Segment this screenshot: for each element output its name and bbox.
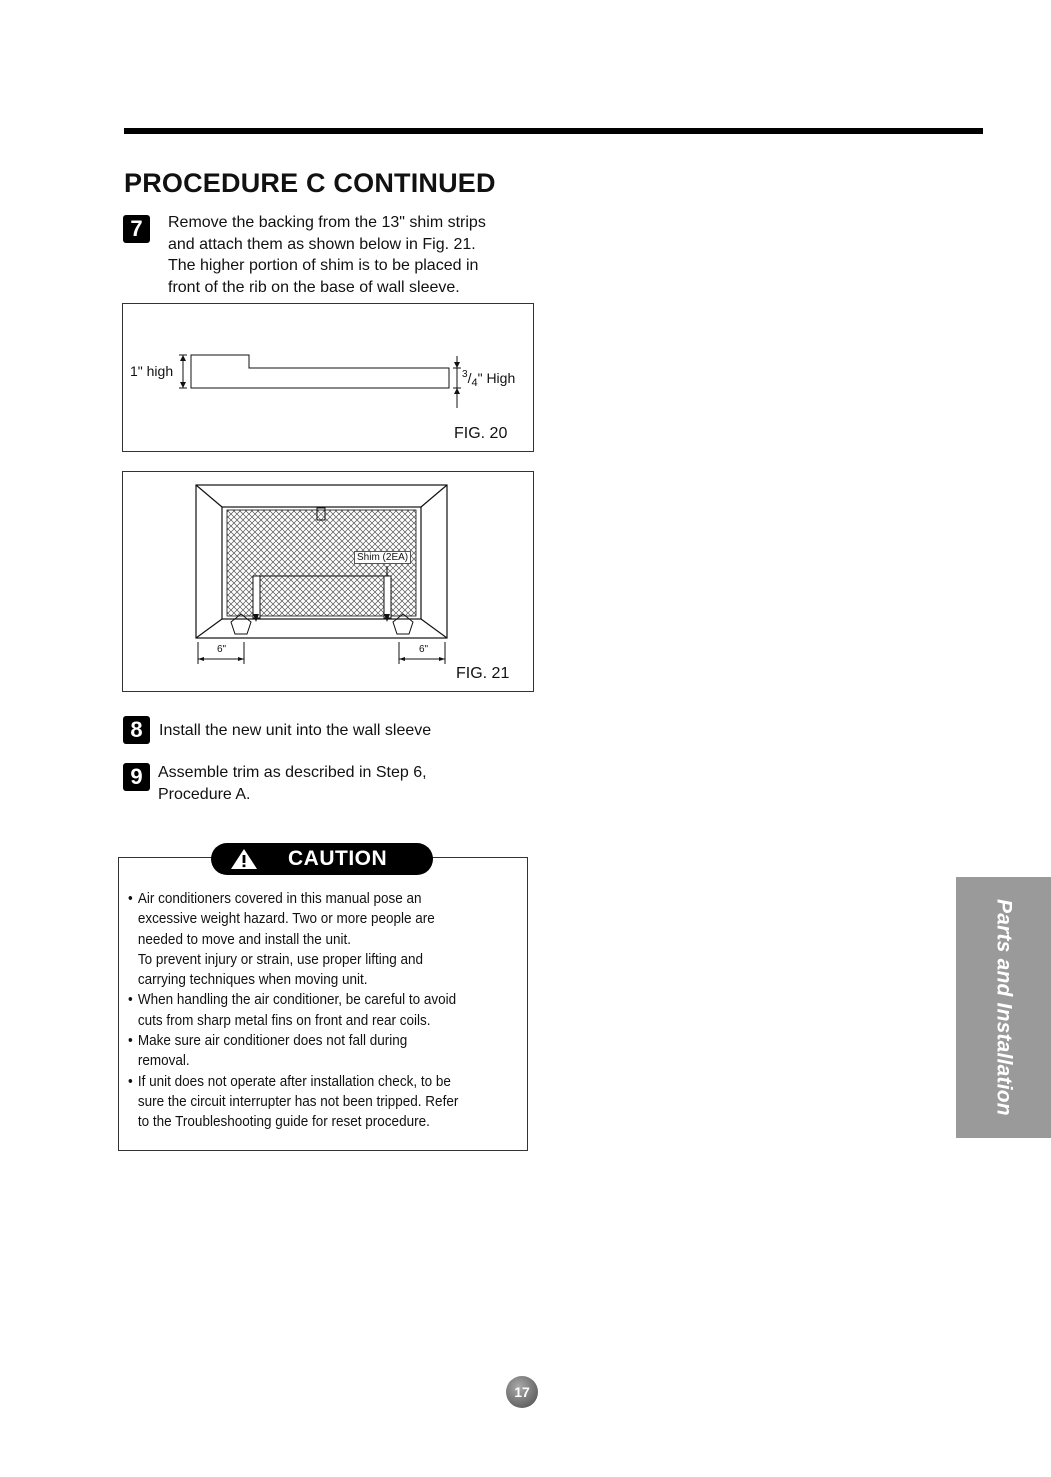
step-9-badge: 9 <box>123 763 150 791</box>
caution-line: excessive weight hazard. Two or more people are <box>137 910 435 928</box>
fraction-denominator: 4 <box>471 377 478 389</box>
top-rule <box>124 128 983 134</box>
left-height-label: 1" high <box>130 363 174 379</box>
caution-line: needed to move and install the unit. <box>137 930 352 948</box>
bullet: • <box>128 890 133 907</box>
step-7-badge: 7 <box>123 215 150 243</box>
caution-line: removal. <box>137 1052 190 1070</box>
warning-icon <box>230 848 258 870</box>
figure-20-caption: FIG. 20 <box>454 425 508 442</box>
wall-sleeve-diagram <box>123 472 533 691</box>
caution-line: When handling the air conditioner, be careful to avoid <box>137 991 457 1009</box>
caution-line: carrying techniques when moving unit. <box>137 971 368 989</box>
fraction-numerator: 3 <box>462 369 468 380</box>
figure-21-caption: FIG. 21 <box>456 665 510 682</box>
caution-line: If unit does not operate after installation check, to be <box>137 1072 451 1090</box>
caution-item <box>128 990 522 1031</box>
caution-item <box>128 1072 522 1133</box>
right-height-suffix: " High <box>477 370 516 386</box>
caution-line: to the Troubleshooting guide for reset procedure. <box>137 1113 430 1131</box>
bullet: • <box>128 1032 133 1050</box>
right-spacing-label: 6" <box>419 644 429 655</box>
step-7-line: and attach them as shown below in Fig. 21. <box>168 235 476 253</box>
step-8-text <box>159 720 431 742</box>
bullet: • <box>128 1072 133 1090</box>
caution-line: Air conditioners covered in this manual pose an <box>137 890 422 907</box>
step-7-line: The higher portion of shim is to be placed in <box>168 257 479 274</box>
caution-title: CAUTION <box>288 847 388 870</box>
caution-list <box>128 889 522 1133</box>
figure-20 <box>122 303 534 452</box>
step-9-line: Assemble trim as described in Step 6, <box>158 764 427 781</box>
step-8-badge: 8 <box>123 716 150 744</box>
step-9-line: Procedure A. <box>158 785 251 803</box>
step-9-text <box>158 762 427 805</box>
caution-line: sure the circuit interrupter has not been tripped. Refer <box>137 1092 459 1110</box>
caution-line: cuts from sharp metal fins on front and rear coils. <box>137 1011 431 1029</box>
section-side-tab-label: Parts and Installation <box>992 899 1016 1116</box>
caution-line: Make sure air conditioner does not fall during <box>137 1032 408 1050</box>
step-7-line: front of the rib on the base of wall sleeve. <box>168 278 460 296</box>
bullet: • <box>128 991 133 1009</box>
caution-line: To prevent injury or strain, use proper lifting and <box>137 950 424 968</box>
left-spacing-label: 6" <box>217 644 227 655</box>
step-8-line: Install the new unit into the wall sleeve <box>159 722 432 739</box>
figure-21 <box>122 471 534 692</box>
caution-item <box>128 889 522 990</box>
step-7-text <box>168 212 486 298</box>
right-height-label: $^3/_4$" High <box>462 369 516 389</box>
step-7-line: Remove the backing from the 13" shim strips <box>168 214 486 231</box>
section-side-tab <box>956 877 1051 1138</box>
caution-heading <box>211 843 433 875</box>
page-number: 17 <box>506 1376 538 1408</box>
shim-label: Shim (2EA) <box>354 551 411 564</box>
caution-item <box>128 1031 522 1072</box>
page-title: PROCEDURE C CONTINUED <box>124 168 496 198</box>
